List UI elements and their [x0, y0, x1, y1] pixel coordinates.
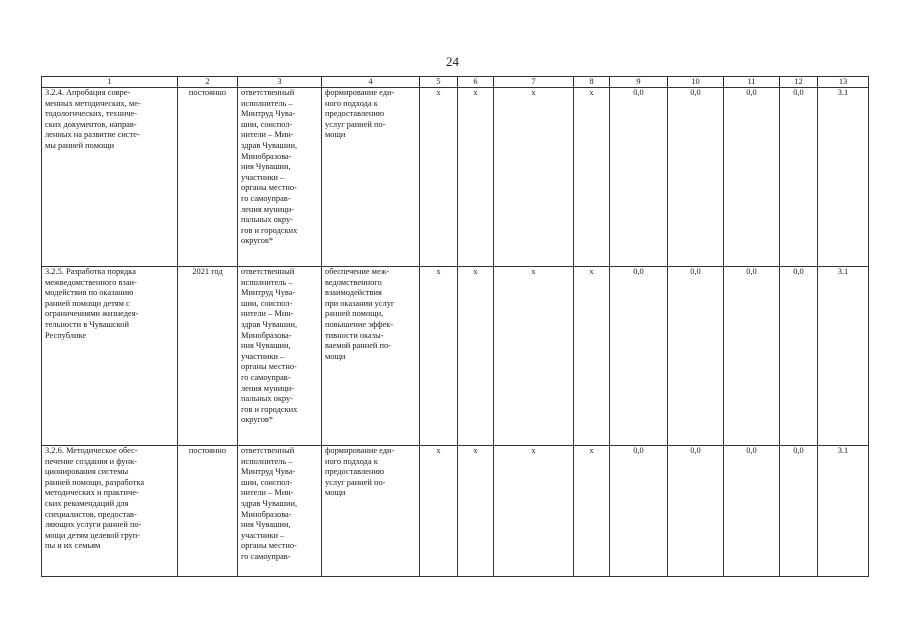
cell-text-line: пы и их семьям: [45, 541, 101, 551]
column-header: 9: [610, 77, 668, 88]
measure-name-cell: [42, 446, 178, 577]
cell-text-line: обеспечение меж-: [325, 267, 390, 276]
value-cell: 0,0: [724, 446, 780, 577]
value-cell: х: [494, 267, 574, 446]
executor-cell: [238, 267, 322, 446]
cell-text-line: нители – Мин-: [241, 130, 294, 140]
cell-text-line: тодологических, техниче-: [45, 109, 138, 119]
cell-text-line: пальных окру-: [241, 394, 293, 404]
cell-text-line: ния Чувашии,: [241, 341, 291, 351]
table-row: [42, 446, 869, 577]
cell-text-line: межведомственного взаи-: [45, 277, 137, 287]
cell-text-line: шии, соиспол-: [241, 119, 293, 129]
value-cell: х: [458, 446, 494, 577]
value-cell: х: [574, 88, 610, 267]
column-header: 4: [322, 77, 420, 88]
value-cell: 0,0: [610, 88, 668, 267]
column-header: 13: [818, 77, 869, 88]
column-header: 5: [420, 77, 458, 88]
measures-table: [41, 76, 869, 577]
cell-text-line: органы местно-: [241, 183, 297, 193]
cell-text-line: ния Чувашии,: [241, 162, 291, 172]
value-cell: 0,0: [668, 267, 724, 446]
cell-text-line: предоставлению: [325, 467, 385, 477]
cell-text-line: ного подхода к: [325, 98, 378, 108]
cell-text-line: здрав Чувашии,: [241, 319, 298, 329]
cell-text-line: го самоуправ-: [241, 193, 291, 203]
cell-text-line: ного подхода к: [325, 456, 378, 466]
cell-text-line: органы местно-: [241, 362, 297, 372]
cell-text-line: мощи: [325, 130, 346, 140]
deadline-cell: 2021 год: [178, 267, 238, 446]
column-header: 7: [494, 77, 574, 88]
cell-text-line: шии, соиспол-: [241, 477, 293, 487]
expected-result-cell: [322, 88, 420, 267]
cell-text-line: ранней помощи, разработка: [45, 477, 145, 487]
cell-text-line: 3.2.6. Методическое обес-: [45, 446, 138, 455]
cell-text-line: Республике: [45, 330, 87, 340]
cell-text-line: здрав Чувашии,: [241, 498, 298, 508]
value-cell: х: [458, 267, 494, 446]
value-cell: х: [574, 267, 610, 446]
table-header-row: [42, 77, 869, 88]
cell-text-line: здрав Чувашии,: [241, 140, 298, 150]
cell-text-line: ляющих услуги ранней по-: [45, 520, 142, 530]
cell-text-line: го самоуправ-: [241, 551, 291, 561]
cell-text-line: формирование еди-: [325, 88, 395, 97]
cell-text-line: специалистов, предостав-: [45, 509, 137, 519]
value-cell: 0,0: [780, 446, 818, 577]
value-cell: 0,0: [610, 267, 668, 446]
column-header: 10: [668, 77, 724, 88]
table-row: [42, 88, 869, 267]
cell-text-line: ния Чувашии,: [241, 520, 291, 530]
cell-text-line: исполнитель –: [241, 277, 293, 287]
cell-text-line: исполнитель –: [241, 98, 293, 108]
value-cell: 0,0: [780, 88, 818, 267]
column-header: 11: [724, 77, 780, 88]
cell-text-line: ленных на развитие систе-: [45, 130, 140, 140]
expected-result-cell: [322, 446, 420, 577]
cell-text-line: го самоуправ-: [241, 372, 291, 382]
cell-text-line: тельности в Чувашской: [45, 319, 129, 329]
cell-text-line: пальных окру-: [241, 215, 293, 225]
cell-text-line: мощи детям целевой груп-: [45, 530, 141, 540]
column-header: 1: [42, 77, 178, 88]
cell-text-line: 3.2.4. Апробация совре-: [45, 88, 131, 97]
cell-text-line: модействия по оказанию: [45, 288, 134, 298]
indicator-link-cell: 3.1: [818, 88, 869, 267]
cell-text-line: исполнитель –: [241, 456, 293, 466]
value-cell: х: [420, 88, 458, 267]
indicator-link-cell: 3.1: [818, 267, 869, 446]
column-header: 2: [178, 77, 238, 88]
value-cell: 0,0: [780, 267, 818, 446]
indicator-link-cell: 3.1: [818, 446, 869, 577]
cell-text-line: Минобразова-: [241, 509, 292, 519]
cell-text-line: ранней помощи детям с: [45, 298, 130, 308]
cell-text-line: ответственный: [241, 446, 295, 455]
cell-text-line: участники –: [241, 351, 285, 361]
page-number: 24: [446, 54, 459, 69]
cell-text-line: Минтруд Чува-: [241, 467, 296, 477]
cell-text-line: ваемой ранней по-: [325, 341, 391, 351]
cell-text-line: ответственный: [241, 88, 295, 97]
cell-text-line: ранней помощи,: [325, 309, 384, 319]
cell-text-line: ционирования системы: [45, 467, 129, 477]
executor-cell: [238, 88, 322, 267]
cell-text-line: участники –: [241, 172, 285, 182]
cell-text-line: печение создания и функ-: [45, 456, 137, 466]
cell-text-line: ответственный: [241, 267, 295, 276]
cell-text-line: нители – Мин-: [241, 309, 294, 319]
cell-text-line: округов*: [241, 415, 274, 425]
value-cell: 0,0: [668, 88, 724, 267]
value-cell: х: [420, 446, 458, 577]
cell-text-line: методических и практиче-: [45, 488, 139, 498]
cell-text-line: ления муници-: [241, 204, 295, 214]
cell-text-line: нители – Мин-: [241, 488, 294, 498]
cell-text-line: участники –: [241, 530, 285, 540]
measure-name-cell: [42, 88, 178, 267]
column-header: 3: [238, 77, 322, 88]
cell-text-line: ограничениями жизнедея-: [45, 309, 139, 319]
deadline-cell: постоянно: [178, 446, 238, 577]
cell-text-line: мы ранней помощи: [45, 140, 115, 150]
cell-text-line: при оказании услуг: [325, 298, 395, 308]
value-cell: 0,0: [610, 446, 668, 577]
cell-text-line: Минтруд Чува-: [241, 109, 296, 119]
cell-text-line: гов и городских: [241, 225, 298, 235]
cell-text-line: мощи: [325, 351, 346, 361]
expected-result-cell: [322, 267, 420, 446]
value-cell: 0,0: [724, 88, 780, 267]
deadline-cell: постоянно: [178, 88, 238, 267]
cell-text-line: взаимодействия: [325, 288, 382, 298]
value-cell: х: [494, 88, 574, 267]
cell-text-line: ских документов, направ-: [45, 119, 137, 129]
cell-text-line: округов*: [241, 236, 274, 246]
cell-text-line: ведомственного: [325, 277, 382, 287]
executor-cell: [238, 446, 322, 577]
cell-text-line: формирование еди-: [325, 446, 395, 455]
cell-text-line: предоставлению: [325, 109, 385, 119]
cell-text-line: Минобразова-: [241, 151, 292, 161]
cell-text-line: тивности оказы-: [325, 330, 384, 340]
cell-text-line: мощи: [325, 488, 346, 498]
column-header: 6: [458, 77, 494, 88]
cell-text-line: органы местно-: [241, 541, 297, 551]
cell-text-line: Минобразова-: [241, 330, 292, 340]
value-cell: 0,0: [724, 267, 780, 446]
column-header: 8: [574, 77, 610, 88]
cell-text-line: менных методических, ме-: [45, 98, 141, 108]
value-cell: х: [574, 446, 610, 577]
value-cell: 0,0: [668, 446, 724, 577]
cell-text-line: гов и городских: [241, 404, 298, 414]
cell-text-line: шии, соиспол-: [241, 298, 293, 308]
cell-text-line: услуг ранней по-: [325, 477, 386, 487]
table-row: [42, 267, 869, 446]
column-header: 12: [780, 77, 818, 88]
value-cell: х: [494, 446, 574, 577]
value-cell: х: [420, 267, 458, 446]
cell-text-line: Минтруд Чува-: [241, 288, 296, 298]
cell-text-line: ских рекомендаций для: [45, 498, 129, 508]
cell-text-line: 3.2.5. Разработка порядка: [45, 267, 136, 276]
value-cell: х: [458, 88, 494, 267]
cell-text-line: услуг ранней по-: [325, 119, 386, 129]
cell-text-line: ления муници-: [241, 383, 295, 393]
measure-name-cell: [42, 267, 178, 446]
cell-text-line: повышение эффек-: [325, 319, 394, 329]
